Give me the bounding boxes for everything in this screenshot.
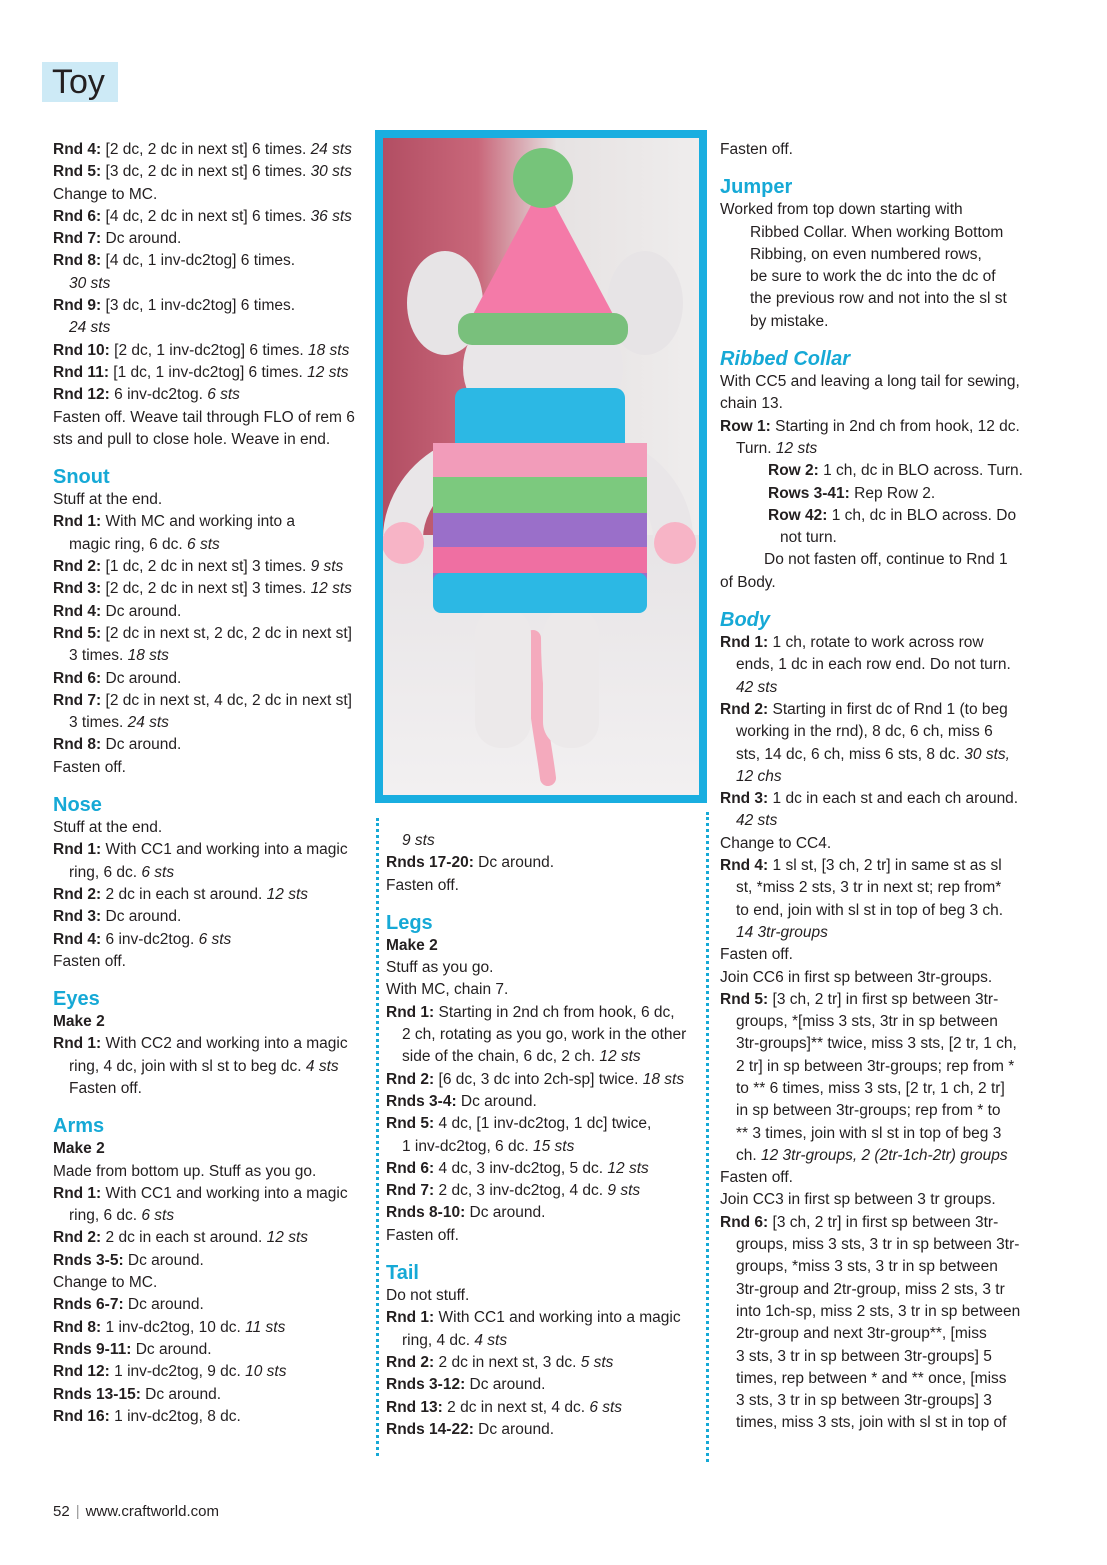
- instruction-line: Turn. 12 sts: [736, 439, 818, 457]
- instruction-line: Rnd 2: Starting in first dc of Rnd 1 (to beg: [720, 700, 1008, 718]
- instruction-line: Ribbed Collar. When working Bottom: [750, 223, 1004, 241]
- instruction-line: ring, 4 dc, join with sl st to beg dc. 4 sts: [69, 1057, 339, 1075]
- section-tab: Toy: [42, 62, 118, 102]
- instruction-line: Rnd 1: With CC1 and working into a magic: [53, 1184, 348, 1202]
- instruction-line: Rnd 1: 1 ch, rotate to work across row: [720, 634, 984, 652]
- instruction-line: 1 inv-dc2tog, 6 dc. 15 sts: [402, 1137, 575, 1155]
- instruction-line: 3tr-group and 2tr-group, miss 2 sts, 3 tr: [736, 1280, 1005, 1298]
- instruction-line: Rnd 3: 1 dc in each st and each ch around.: [720, 790, 1019, 808]
- instruction-line: 3 sts, 3 tr in sp between 3tr-groups] 5: [736, 1347, 992, 1365]
- page-number: 52: [53, 1503, 70, 1520]
- instruction-line: Rnd 1: Starting in 2nd ch from hook, 6 dc,: [386, 1003, 675, 1021]
- website-link[interactable]: www.craftworld.com: [85, 1503, 219, 1520]
- instruction-line: Rnd 8: 1 inv-dc2tog, 10 dc. 11 sts: [53, 1318, 286, 1336]
- ribbed-collar-heading: Ribbed Collar: [720, 348, 851, 371]
- instruction-line: 24 sts: [69, 319, 111, 337]
- column-right: [720, 139, 1050, 1435]
- tail-heading: Tail: [386, 1262, 419, 1285]
- instruction-line: Stuff at the end.: [53, 819, 163, 837]
- instruction-line: Rnd 4: Dc around.: [53, 602, 182, 620]
- instruction-line: 9 sts: [402, 832, 435, 849]
- instruction-line: Rnd 12: 1 inv-dc2tog, 9 dc. 10 sts: [53, 1363, 287, 1381]
- eyes-instructions: [53, 1011, 368, 1100]
- instruction-line: 42 sts: [736, 812, 778, 830]
- instruction-line: Join CC6 in first sp between 3tr-groups.: [720, 968, 993, 986]
- instruction-line: Fasten off.: [720, 141, 793, 158]
- ribbed-collar-instructions: [720, 371, 1050, 594]
- instruction-line: Rnd 12: 6 inv-dc2tog. 6 sts: [53, 386, 240, 404]
- instruction-line: Do not fasten off, continue to Rnd 1: [764, 551, 1008, 569]
- instruction-line: Rnd 6: [4 dc, 2 dc in next st] 6 times. 36 sts: [53, 207, 352, 225]
- column-left: [53, 139, 368, 1428]
- instruction-line: Make 2: [53, 1013, 105, 1031]
- instruction-line: Row 42: 1 ch, dc in BLO across. Do: [768, 506, 1017, 524]
- instruction-line: times, rep between * and ** once, [miss: [736, 1369, 1007, 1387]
- instruction-line: Rnd 6: [3 ch, 2 tr] in first sp between 3tr-: [720, 1213, 999, 1231]
- instruction-line: be sure to work the dc into the dc of: [750, 268, 996, 286]
- instruction-line: Fasten off.: [720, 946, 793, 964]
- instruction-line: 30 sts: [69, 274, 111, 292]
- instruction-line: Rnds 3-4: Dc around.: [386, 1092, 537, 1110]
- tail-instructions: [386, 1285, 701, 1441]
- instruction-line: into 1ch-sp, miss 2 sts, 3 tr in sp between: [736, 1302, 1021, 1320]
- instruction-line: Rnd 3: [2 dc, 2 dc in next st] 3 times. 12 sts: [53, 580, 352, 598]
- instruction-line: Rnd 5: [2 dc in next st, 2 dc, 2 dc in next st]: [53, 624, 352, 642]
- instruction-line: 14 3tr-groups: [736, 923, 828, 941]
- instruction-line: groups, *miss 3 sts, 3 tr in sp between: [736, 1258, 998, 1276]
- instruction-line: Rnd 8: Dc around.: [53, 736, 182, 754]
- instruction-line: Rnd 10: [2 dc, 1 inv-dc2tog] 6 times. 18 sts: [53, 341, 350, 359]
- instruction-line: side of the chain, 6 dc, 2 ch. 12 sts: [402, 1048, 641, 1066]
- instruction-line: Rnd 2: 2 dc in next st, 3 dc. 5 sts: [386, 1353, 614, 1371]
- instruction-line: ring, 6 dc. 6 sts: [69, 1207, 175, 1225]
- instruction-line: Rnd 7: [2 dc in next st, 4 dc, 2 dc in next st]: [53, 691, 352, 709]
- instruction-line: Rnd 11: [1 dc, 1 inv-dc2tog] 6 times. 12 sts: [53, 363, 349, 381]
- instruction-line: Rnd 1: With CC2 and working into a magic: [53, 1035, 348, 1053]
- instruction-line: Rnd 9: [3 dc, 1 inv-dc2tog] 6 times.: [53, 297, 296, 315]
- instruction-line: 2tr-group and next 3tr-group**, [miss: [736, 1325, 987, 1343]
- instruction-line: ring, 6 dc. 6 sts: [69, 863, 175, 881]
- instruction-line: Rnd 8: [4 dc, 1 inv-dc2tog] 6 times.: [53, 252, 296, 270]
- jumper-heading: Jumper: [720, 176, 793, 199]
- instruction-line: With MC, chain 7.: [386, 981, 509, 999]
- instruction-line: Fasten off.: [53, 758, 126, 776]
- instruction-line: ring, 4 dc. 4 sts: [402, 1331, 508, 1349]
- instruction-line: Rnd 3: Dc around.: [53, 908, 182, 926]
- instruction-line: Change to CC4.: [720, 834, 832, 852]
- instruction-line: times, miss 3 sts, join with sl st in top of: [736, 1414, 1007, 1432]
- instruction-line: Rnd 2: 2 dc in each st around. 12 sts: [53, 1229, 309, 1247]
- instruction-line: Fasten off.: [53, 952, 126, 970]
- instruction-line: Rnd 16: 1 inv-dc2tog, 8 dc.: [53, 1407, 241, 1425]
- instruction-line: not turn.: [780, 529, 837, 547]
- instruction-line: Fasten off.: [69, 1079, 142, 1097]
- instruction-line: Rnds 14-22: Dc around.: [386, 1420, 555, 1438]
- jumper-instructions: [720, 199, 1050, 333]
- instruction-line: groups, *[miss 3 sts, 3tr in sp between: [736, 1013, 998, 1031]
- instruction-line: Rnd 4: [2 dc, 2 dc in next st] 6 times. 24 sts: [53, 141, 352, 158]
- instruction-line: 12 chs: [736, 767, 782, 785]
- instruction-line: ends, 1 dc in each row end. Do not turn.: [736, 656, 1011, 674]
- instruction-line: sts and pull to close hole. Weave in end.: [53, 430, 331, 448]
- body-heading: Body: [720, 609, 770, 632]
- instruction-line: Join CC3 in first sp between 3 tr groups.: [720, 1191, 996, 1209]
- column-divider-right: [706, 812, 709, 1462]
- instruction-line: Rnd 2: [1 dc, 2 dc in next st] 3 times. 9 sts: [53, 558, 344, 576]
- instruction-line: 3 times. 18 sts: [69, 647, 169, 665]
- instruction-line: Rnd 1: With CC1 and working into a magic: [53, 841, 348, 859]
- instruction-line: chain 13.: [720, 395, 783, 413]
- instruction-line: Make 2: [53, 1140, 105, 1158]
- instruction-line: Rnd 7: 2 dc, 3 inv-dc2tog, 4 dc. 9 sts: [386, 1182, 641, 1200]
- instruction-line: Rnd 13: 2 dc in next st, 4 dc. 6 sts: [386, 1398, 623, 1416]
- instruction-line: Made from bottom up. Stuff as you go.: [53, 1162, 317, 1180]
- instruction-line: Rnd 5: 4 dc, [1 inv-dc2tog, 1 dc] twice,: [386, 1115, 652, 1133]
- page-footer: [53, 1503, 219, 1520]
- instruction-line: Rnd 1: With MC and working into a: [53, 513, 296, 531]
- instruction-line: Rnd 2: 2 dc in each st around. 12 sts: [53, 885, 309, 903]
- instruction-line: sts, 14 dc, 6 ch, miss 6 sts, 8 dc. 30 sts,: [736, 745, 1010, 763]
- instruction-line: ** 3 times, join with sl st in top of beg 3: [736, 1124, 1002, 1142]
- mouse-toy-illustration: [383, 138, 699, 795]
- eyes-heading: Eyes: [53, 988, 100, 1011]
- instruction-line: working in the rnd), 8 dc, 6 ch, miss 6: [736, 723, 993, 741]
- col1-top: [53, 139, 368, 451]
- column-middle: [386, 830, 701, 1441]
- instruction-line: Rnd 5: [3 dc, 2 dc in next st] 6 times. 30 sts: [53, 163, 352, 181]
- instruction-line: Stuff at the end.: [53, 491, 163, 509]
- body-instructions: [720, 632, 1050, 1435]
- instruction-line: Rnd 6: Dc around.: [53, 669, 182, 687]
- instruction-line: Rnd 4: 1 sl st, [3 ch, 2 tr] in same st as sl: [720, 857, 1002, 875]
- instruction-line: Stuff as you go.: [386, 959, 494, 977]
- snout-heading: Snout: [53, 466, 110, 489]
- instruction-line: Make 2: [386, 936, 438, 954]
- instruction-line: in sp between 3tr-groups; rep from * to: [736, 1102, 1001, 1120]
- col2-top: [386, 830, 701, 897]
- instruction-line: the previous row and not into the sl st: [750, 290, 1007, 308]
- instruction-line: 3 times. 24 sts: [69, 714, 169, 732]
- nose-heading: Nose: [53, 794, 102, 817]
- instruction-line: 2 tr] in sp between 3tr-groups; rep from *: [736, 1057, 1015, 1075]
- arms-instructions: [53, 1138, 368, 1428]
- instruction-line: Rnds 17-20: Dc around.: [386, 854, 555, 872]
- instruction-line: Fasten off.: [720, 1169, 793, 1187]
- instruction-line: Fasten off. Weave tail through FLO of rem 6: [53, 408, 355, 426]
- instruction-line: Rnd 5: [3 ch, 2 tr] in first sp between 3tr-: [720, 990, 999, 1008]
- instruction-line: Rnd 1: With CC1 and working into a magic: [386, 1309, 681, 1327]
- instruction-line: Ribbing, on even numbered rows,: [750, 245, 982, 263]
- instruction-line: Rnds 13-15: Dc around.: [53, 1385, 222, 1403]
- instruction-line: 2 ch, rotating as you go, work in the other: [402, 1026, 687, 1044]
- instruction-line: 3tr-groups]** twice, miss 3 sts, [2 tr, 1 ch,: [736, 1035, 1017, 1053]
- instruction-line: Rnds 3-12: Dc around.: [386, 1376, 546, 1394]
- instruction-line: of Body.: [720, 573, 776, 591]
- toy-photo-frame: [375, 130, 707, 803]
- instruction-line: Row 1: Starting in 2nd ch from hook, 12 dc.: [720, 417, 1020, 435]
- instruction-line: 42 sts: [736, 678, 778, 696]
- legs-instructions: [386, 935, 701, 1247]
- instruction-line: Rnd 6: 4 dc, 3 inv-dc2tog, 5 dc. 12 sts: [386, 1159, 649, 1177]
- nose-instructions: [53, 817, 368, 973]
- instruction-line: Rnds 6-7: Dc around.: [53, 1296, 204, 1314]
- instruction-line: Row 2: 1 ch, dc in BLO across. Turn.: [768, 462, 1023, 480]
- instruction-line: magic ring, 6 dc. 6 sts: [69, 535, 220, 553]
- instruction-line: 3 sts, 3 tr in sp between 3tr-groups] 3: [736, 1392, 992, 1410]
- instruction-line: Change to MC.: [53, 1274, 158, 1292]
- instruction-line: Change to MC.: [53, 185, 158, 203]
- instruction-line: st, *miss 2 sts, 3 tr in next st; rep from*: [736, 879, 1002, 897]
- instruction-line: With CC5 and leaving a long tail for sewing,: [720, 373, 1020, 391]
- instruction-line: ch. 12 3tr-groups, 2 (2tr-1ch-2tr) groups: [736, 1146, 1008, 1164]
- instruction-line: Fasten off.: [386, 876, 459, 894]
- arms-heading: Arms: [53, 1115, 105, 1138]
- col3-top: [720, 139, 1050, 161]
- instruction-line: Rnd 4: 6 inv-dc2tog. 6 sts: [53, 930, 232, 948]
- column-divider-left: [376, 818, 379, 1456]
- instruction-line: Rnds 8-10: Dc around.: [386, 1204, 546, 1222]
- instruction-line: Rows 3-41: Rep Row 2.: [768, 484, 936, 502]
- instruction-line: Rnd 7: Dc around.: [53, 230, 182, 248]
- instruction-line: by mistake.: [750, 312, 829, 330]
- instruction-line: to ** 6 times, miss 3 sts, [2 tr, 1 ch, 2 tr]: [736, 1079, 1005, 1097]
- instruction-line: Fasten off.: [386, 1226, 459, 1244]
- legs-heading: Legs: [386, 911, 433, 934]
- toy-photo: [383, 138, 699, 795]
- instruction-line: groups, miss 3 sts, 3 tr in sp between 3tr-: [736, 1236, 1020, 1254]
- snout-instructions: [53, 489, 368, 779]
- instruction-line: to end, join with sl st in top of beg 3 ch.: [736, 901, 1004, 919]
- instruction-line: Worked from top down starting with: [720, 201, 963, 219]
- instruction-line: Rnd 2: [6 dc, 3 dc into 2ch-sp] twice. 18 sts: [386, 1070, 685, 1088]
- instruction-line: Rnds 9-11: Dc around.: [53, 1340, 212, 1358]
- footer-separator: |: [75, 1503, 80, 1520]
- instruction-line: Do not stuff.: [386, 1287, 470, 1305]
- instruction-line: Rnds 3-5: Dc around.: [53, 1251, 204, 1269]
